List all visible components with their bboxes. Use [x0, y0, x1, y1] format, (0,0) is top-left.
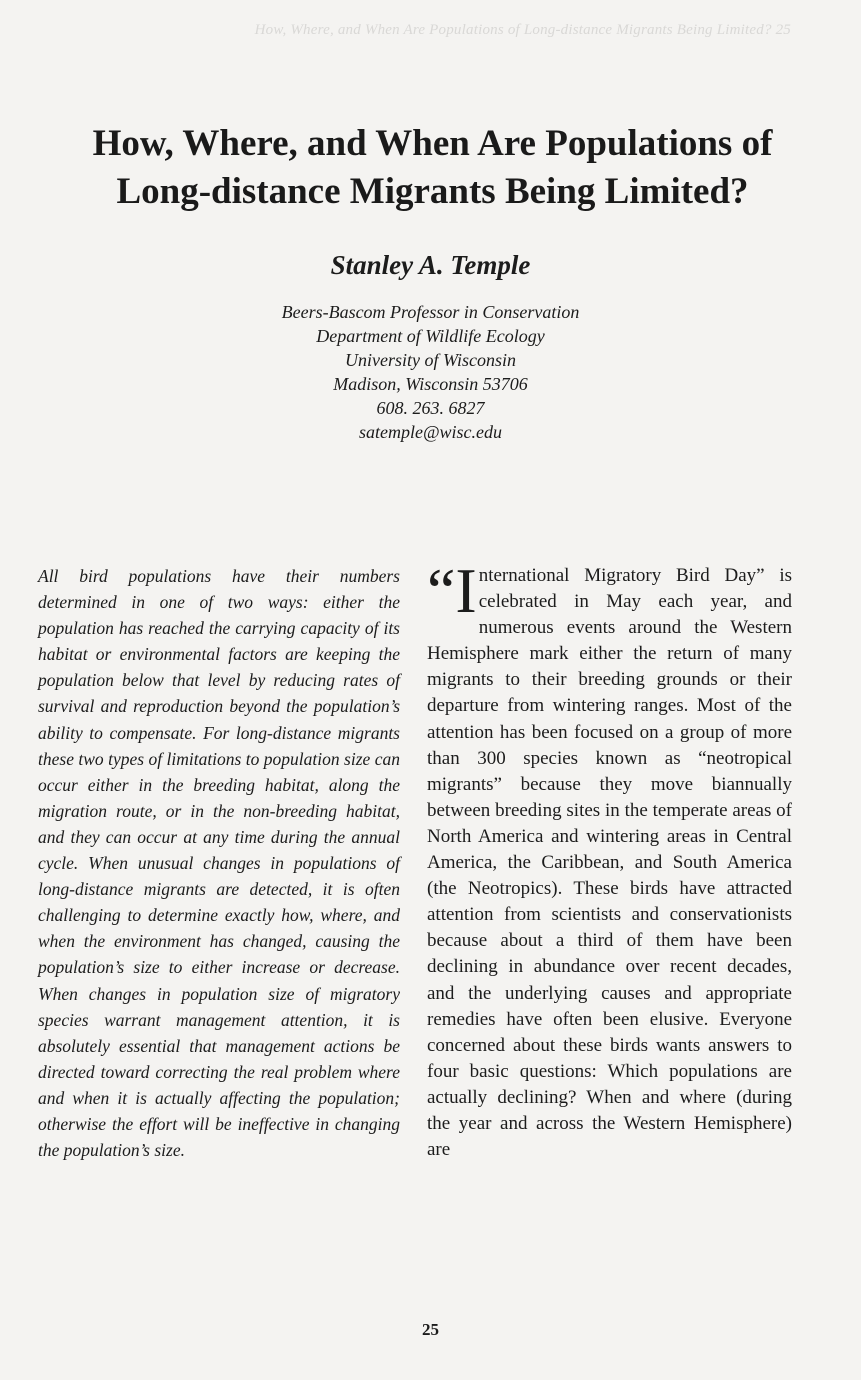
title-line-1: How, Where, and When Are Populations of: [92, 123, 773, 164]
title-line-2: Long-distance Migrants Being Limited?: [116, 171, 749, 212]
body-text: [427, 555, 792, 1163]
author-city: Madison, Wisconsin 53706: [333, 374, 528, 394]
author-department: Department of Wildlife Ecology: [316, 326, 545, 346]
article-title: [30, 120, 835, 216]
page-number: 25: [422, 1320, 439, 1339]
open-quote: “: [427, 555, 456, 626]
author-phone: 608. 263. 6827: [376, 398, 485, 418]
running-header: How, Where, and When Are Populations of Long-distance Migrants Being Limited? 25: [254, 22, 791, 38]
author-affiliation: [0, 300, 861, 444]
author-university: University of Wisconsin: [345, 350, 516, 370]
author-email: satemple@wisc.edu: [358, 422, 503, 442]
body-paragraph: nternational Migratory Bird Day” is celebrated in May each year, and numerous events around the Western Hemisphere mark either the return of many migrants to their breeding grounds or their departure from wintering ranges. Most of the attention has been focused on a group of more than 300 species known as “neotropical migrants” because they move biannually between breeding sites in the temperate areas of North America and wintering areas in Central America, the Caribbean, and South America (the Neotropics). These birds have attracted attention from scientists and conservationists because about a third of them have been declining in abundance over recent decades, and the underlying causes and appropriate remedies have often been elusive. Everyone concerned about these birds wants answers to four basic questions: Which populations are actually declining? When and where (during the year and across the Western Hemisphere) are: [427, 565, 792, 1161]
author-name: Stanley A. Temple: [330, 250, 531, 280]
author-position: Beers-Bascom Professor in Conservation: [281, 302, 580, 322]
drop-cap: [427, 555, 477, 626]
drop-cap-letter: I: [455, 555, 477, 626]
abstract: All bird populations have their numbers determined in one of two ways: either the population has reached the carrying capacity of its habitat or environmental factors are keeping the population below that level by reducing rates of survival and reproduction beyond the population’s ability to compensate. For long-distance migrants these two types of limitations to population size can occur either in the breeding habitat, along the migration route, or in the non-breeding habitat, and they can occur at any time during the annual cycle. When unusual changes in populations of long-distance migrants are detected, it is often challenging to determine exactly how, where, and when the environment has changed, causing the population’s size to either increase or decrease. When changes in population size of migratory species warrant management attention, it is absolutely essential that management actions be directed toward correcting the real problem where and when it is actually affecting the population; otherwise the effort will be ineffective in changing the population’s size.: [38, 566, 400, 1161]
